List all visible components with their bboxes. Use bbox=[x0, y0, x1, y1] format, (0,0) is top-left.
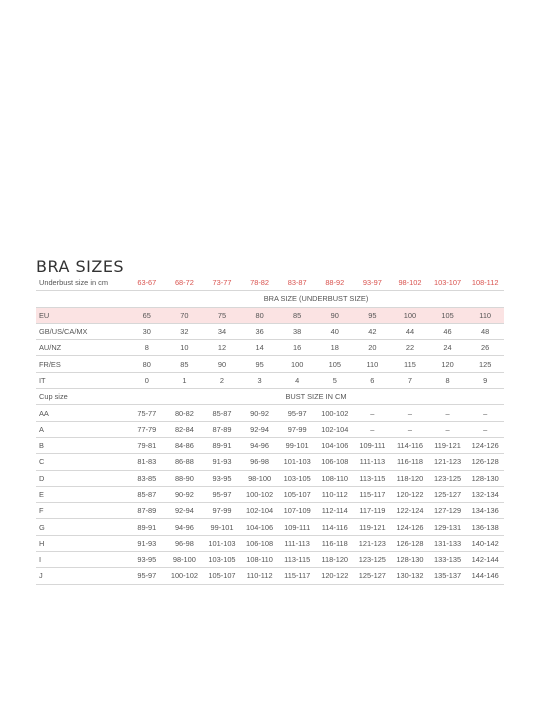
underbust-value: 103-107 bbox=[429, 275, 467, 291]
table-row bbox=[36, 356, 504, 372]
table-cell: 77-79 bbox=[128, 421, 166, 437]
table-cell: 89-91 bbox=[203, 437, 241, 453]
table-cell: 4 bbox=[278, 372, 316, 388]
table-cell: 44 bbox=[391, 323, 429, 339]
table-cell: 14 bbox=[241, 340, 279, 356]
table-cell: 114-116 bbox=[316, 519, 354, 535]
table-cell: 90 bbox=[316, 307, 354, 323]
table-cell: 12 bbox=[203, 340, 241, 356]
table-cell: 136-138 bbox=[466, 519, 504, 535]
table-cell: 87-89 bbox=[203, 421, 241, 437]
table-row bbox=[36, 307, 504, 323]
table-cell: 92-94 bbox=[166, 503, 204, 519]
table-cell: 101-103 bbox=[278, 454, 316, 470]
table-cell: 131-133 bbox=[429, 535, 467, 551]
table-cell: 134-136 bbox=[466, 503, 504, 519]
table-cell: 119-121 bbox=[354, 519, 392, 535]
row-label: C bbox=[36, 454, 128, 470]
table-cell: 81-83 bbox=[128, 454, 166, 470]
table-cell: 125-127 bbox=[429, 486, 467, 502]
table-cell: 127-129 bbox=[429, 503, 467, 519]
table-cell: 115 bbox=[391, 356, 429, 372]
table-cell: 90-92 bbox=[166, 486, 204, 502]
table-cell: 125-127 bbox=[354, 568, 392, 584]
table-cell: 106-108 bbox=[241, 535, 279, 551]
table-cell: 122-124 bbox=[391, 503, 429, 519]
table-cell: 125 bbox=[466, 356, 504, 372]
table-cell: 100-102 bbox=[241, 486, 279, 502]
table-cell: 115-117 bbox=[354, 486, 392, 502]
table-cell: 104-106 bbox=[241, 519, 279, 535]
table-cell: 75-77 bbox=[128, 405, 166, 421]
table-cell: 102-104 bbox=[241, 503, 279, 519]
table-cell: 7 bbox=[391, 372, 429, 388]
table-cell: 90 bbox=[203, 356, 241, 372]
table-cell: 96-98 bbox=[166, 535, 204, 551]
underbust-value: 83-87 bbox=[278, 275, 316, 291]
table-row bbox=[36, 503, 504, 519]
table-cell: 38 bbox=[278, 323, 316, 339]
row-label: J bbox=[36, 568, 128, 584]
table-cell: 95 bbox=[354, 307, 392, 323]
table-cell: 100 bbox=[278, 356, 316, 372]
underbust-value: 78-82 bbox=[241, 275, 279, 291]
row-label: GB/US/CA/MX bbox=[36, 323, 128, 339]
table-cell: 110-112 bbox=[241, 568, 279, 584]
table-cell: 108-110 bbox=[316, 470, 354, 486]
table-cell: 98-100 bbox=[241, 470, 279, 486]
table-cell: 36 bbox=[241, 323, 279, 339]
table-cell: 40 bbox=[316, 323, 354, 339]
table-cell: 114-116 bbox=[391, 437, 429, 453]
table-cell: – bbox=[429, 405, 467, 421]
table-cell: 111-113 bbox=[278, 535, 316, 551]
table-cell: 8 bbox=[429, 372, 467, 388]
row-label: B bbox=[36, 437, 128, 453]
table-cell: 126-128 bbox=[466, 454, 504, 470]
table-cell: 2 bbox=[203, 372, 241, 388]
table-cell: 115-117 bbox=[278, 568, 316, 584]
table-cell: 30 bbox=[128, 323, 166, 339]
table-cell: 97-99 bbox=[203, 503, 241, 519]
table-cell: – bbox=[354, 405, 392, 421]
table-cell: 119-121 bbox=[429, 437, 467, 453]
table-cell: 100-102 bbox=[166, 568, 204, 584]
row-label: D bbox=[36, 470, 128, 486]
table-cell: 95 bbox=[241, 356, 279, 372]
row-label: A bbox=[36, 421, 128, 437]
table-cell: 128-130 bbox=[466, 470, 504, 486]
table-cell: 110 bbox=[466, 307, 504, 323]
table-cell: 99-101 bbox=[203, 519, 241, 535]
table-cell: 87-89 bbox=[128, 503, 166, 519]
table-cell: 133-135 bbox=[429, 552, 467, 568]
row-label: EU bbox=[36, 307, 128, 323]
table-cell: 95-97 bbox=[203, 486, 241, 502]
table-cell: 82-84 bbox=[166, 421, 204, 437]
table-cell: 144-146 bbox=[466, 568, 504, 584]
table-cell: 121-123 bbox=[354, 535, 392, 551]
table-row bbox=[36, 568, 504, 584]
underbust-value: 108-112 bbox=[466, 275, 504, 291]
table-cell: 111-113 bbox=[354, 454, 392, 470]
table-cell: 3 bbox=[241, 372, 279, 388]
table-row bbox=[36, 486, 504, 502]
table-cell: 48 bbox=[466, 323, 504, 339]
table-cell: 90-92 bbox=[241, 405, 279, 421]
table-row bbox=[36, 535, 504, 551]
table-cell: 95-97 bbox=[128, 568, 166, 584]
table-cell: 110-112 bbox=[316, 486, 354, 502]
underbust-header-label: Underbust size in cm bbox=[36, 275, 128, 291]
table-cell: 46 bbox=[429, 323, 467, 339]
table-cell: 117-119 bbox=[354, 503, 392, 519]
table-cell: 96-98 bbox=[241, 454, 279, 470]
table-cell: 100 bbox=[391, 307, 429, 323]
table-cell: 80-82 bbox=[166, 405, 204, 421]
row-label: AU/NZ bbox=[36, 340, 128, 356]
bra-size-caption-row bbox=[36, 291, 504, 307]
table-cell: – bbox=[391, 421, 429, 437]
table-cell: 126-128 bbox=[391, 535, 429, 551]
table-cell: 118-120 bbox=[316, 552, 354, 568]
row-label: I bbox=[36, 552, 128, 568]
table-cell: 91-93 bbox=[203, 454, 241, 470]
table-row bbox=[36, 372, 504, 388]
table-cell: 100-102 bbox=[316, 405, 354, 421]
table-cell: 91-93 bbox=[128, 535, 166, 551]
underbust-value: 98-102 bbox=[391, 275, 429, 291]
table-cell: 22 bbox=[391, 340, 429, 356]
table-cell: 10 bbox=[166, 340, 204, 356]
table-cell: 101-103 bbox=[203, 535, 241, 551]
table-cell: 113-115 bbox=[354, 470, 392, 486]
table-cell: 79-81 bbox=[128, 437, 166, 453]
table-cell: 16 bbox=[278, 340, 316, 356]
table-cell: 120 bbox=[429, 356, 467, 372]
table-cell: 85-87 bbox=[128, 486, 166, 502]
table-cell: 80 bbox=[128, 356, 166, 372]
cup-header-row bbox=[36, 389, 504, 405]
table-cell: 18 bbox=[316, 340, 354, 356]
table-cell: 24 bbox=[429, 340, 467, 356]
table-cell: 85 bbox=[166, 356, 204, 372]
table-cell: 26 bbox=[466, 340, 504, 356]
table-cell: 5 bbox=[316, 372, 354, 388]
table-cell: 128-130 bbox=[391, 552, 429, 568]
bust-size-caption: BUST SIZE IN CM bbox=[128, 389, 504, 405]
table-cell: 107-109 bbox=[278, 503, 316, 519]
table-cell: – bbox=[391, 405, 429, 421]
table-cell: 85 bbox=[278, 307, 316, 323]
table-cell: 129-131 bbox=[429, 519, 467, 535]
table-cell: 140-142 bbox=[466, 535, 504, 551]
table-cell: 92-94 bbox=[241, 421, 279, 437]
table-row bbox=[36, 340, 504, 356]
table-cell: 132-134 bbox=[466, 486, 504, 502]
table-cell: 94-96 bbox=[241, 437, 279, 453]
table-cell: 0 bbox=[128, 372, 166, 388]
underbust-value: 88-92 bbox=[316, 275, 354, 291]
table-row bbox=[36, 519, 504, 535]
bra-size-caption: BRA SIZE (UNDERBUST SIZE) bbox=[128, 291, 504, 307]
table-cell: 112-114 bbox=[316, 503, 354, 519]
table-cell: 116-118 bbox=[391, 454, 429, 470]
underbust-header-row bbox=[36, 275, 504, 291]
table-cell: 9 bbox=[466, 372, 504, 388]
table-row bbox=[36, 470, 504, 486]
table-cell: 94-96 bbox=[166, 519, 204, 535]
table-cell: 20 bbox=[354, 340, 392, 356]
table-cell: 135-137 bbox=[429, 568, 467, 584]
table-cell: 118-120 bbox=[391, 470, 429, 486]
table-cell: 8 bbox=[128, 340, 166, 356]
table-cell: 83-85 bbox=[128, 470, 166, 486]
row-label: FR/ES bbox=[36, 356, 128, 372]
bra-size-table bbox=[36, 275, 504, 585]
table-row bbox=[36, 552, 504, 568]
table-cell: 124-126 bbox=[466, 437, 504, 453]
row-label: F bbox=[36, 503, 128, 519]
row-label: IT bbox=[36, 372, 128, 388]
row-label: E bbox=[36, 486, 128, 502]
row-label: G bbox=[36, 519, 128, 535]
table-cell: 93-95 bbox=[128, 552, 166, 568]
table-cell: 123-125 bbox=[354, 552, 392, 568]
table-cell: 108-110 bbox=[241, 552, 279, 568]
table-cell: 109-111 bbox=[278, 519, 316, 535]
table-cell: 130-132 bbox=[391, 568, 429, 584]
table-cell: 105-107 bbox=[203, 568, 241, 584]
table-cell: 102-104 bbox=[316, 421, 354, 437]
table-cell: 120-122 bbox=[391, 486, 429, 502]
table-cell: 6 bbox=[354, 372, 392, 388]
table-cell: 93-95 bbox=[203, 470, 241, 486]
underbust-value: 93-97 bbox=[354, 275, 392, 291]
bra-size-table-body bbox=[36, 275, 504, 584]
table-cell: 70 bbox=[166, 307, 204, 323]
table-cell: 98-100 bbox=[166, 552, 204, 568]
table-cell: 99-101 bbox=[278, 437, 316, 453]
table-cell: 120-122 bbox=[316, 568, 354, 584]
table-cell: – bbox=[466, 405, 504, 421]
table-cell: 105 bbox=[429, 307, 467, 323]
empty-cell bbox=[36, 291, 128, 307]
table-cell: 32 bbox=[166, 323, 204, 339]
table-cell: 123-125 bbox=[429, 470, 467, 486]
table-cell: 124-126 bbox=[391, 519, 429, 535]
table-cell: 105-107 bbox=[278, 486, 316, 502]
table-cell: 116-118 bbox=[316, 535, 354, 551]
page-title: BRA SIZES bbox=[36, 256, 125, 276]
table-cell: 103-105 bbox=[278, 470, 316, 486]
table-cell: 97-99 bbox=[278, 421, 316, 437]
underbust-value: 68-72 bbox=[166, 275, 204, 291]
table-row bbox=[36, 405, 504, 421]
table-row bbox=[36, 421, 504, 437]
table-cell: 109-111 bbox=[354, 437, 392, 453]
table-cell: 106-108 bbox=[316, 454, 354, 470]
table-cell: 105 bbox=[316, 356, 354, 372]
table-cell: 75 bbox=[203, 307, 241, 323]
table-row bbox=[36, 437, 504, 453]
table-cell: 104-106 bbox=[316, 437, 354, 453]
table-cell: 42 bbox=[354, 323, 392, 339]
table-cell: 65 bbox=[128, 307, 166, 323]
table-cell: 88-90 bbox=[166, 470, 204, 486]
row-label: H bbox=[36, 535, 128, 551]
row-label: AA bbox=[36, 405, 128, 421]
table-cell: 113-115 bbox=[278, 552, 316, 568]
cup-header-label: Cup size bbox=[36, 389, 128, 405]
table-cell: 34 bbox=[203, 323, 241, 339]
table-cell: 103-105 bbox=[203, 552, 241, 568]
underbust-value: 63-67 bbox=[128, 275, 166, 291]
table-row bbox=[36, 454, 504, 470]
table-cell: 1 bbox=[166, 372, 204, 388]
table-cell: 95-97 bbox=[278, 405, 316, 421]
table-cell: 80 bbox=[241, 307, 279, 323]
table-cell: 110 bbox=[354, 356, 392, 372]
table-cell: – bbox=[429, 421, 467, 437]
table-row bbox=[36, 323, 504, 339]
underbust-value: 73-77 bbox=[203, 275, 241, 291]
table-cell: – bbox=[354, 421, 392, 437]
table-cell: 142-144 bbox=[466, 552, 504, 568]
table-cell: 85-87 bbox=[203, 405, 241, 421]
table-cell: 121-123 bbox=[429, 454, 467, 470]
table-cell: – bbox=[466, 421, 504, 437]
table-cell: 84-86 bbox=[166, 437, 204, 453]
table-cell: 86-88 bbox=[166, 454, 204, 470]
table-cell: 89-91 bbox=[128, 519, 166, 535]
